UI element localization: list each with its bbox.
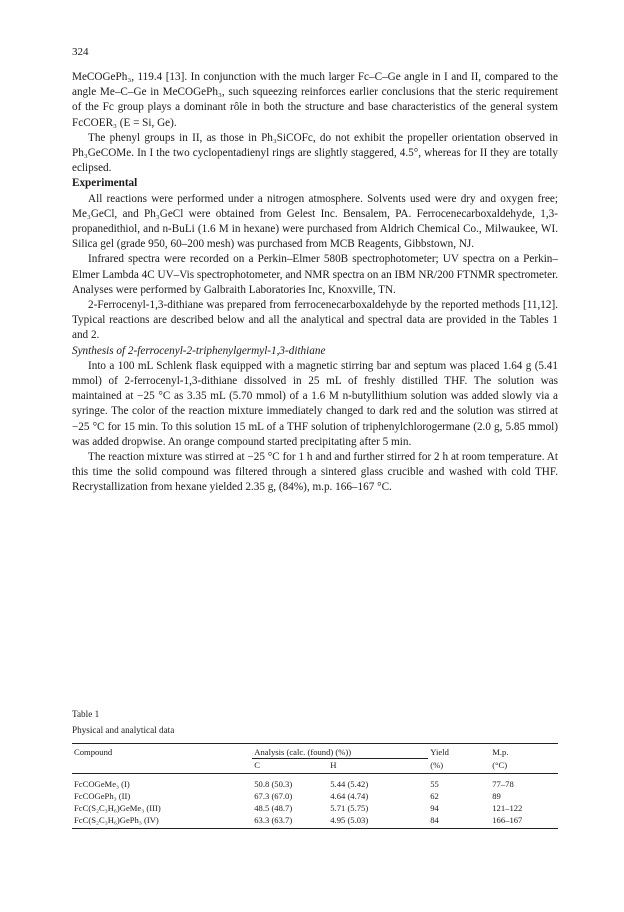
cell-h: 5.71 (5.75) (330, 803, 369, 813)
synthesis-heading: Synthesis of 2-ferrocenyl-2-triphenylgermyl-1,3-dithiane (72, 344, 326, 357)
header-mp-unit: (°C) (490, 759, 558, 774)
header-yield-unit: (%) (428, 759, 490, 774)
cell-compound: FcC(S₂C₃H₆)GePh₃ (IV) (72, 814, 252, 829)
table-header-row (72, 744, 558, 759)
paragraph-4: Infrared spectra were recorded on a Perkin–Elmer 580B spectrophotometer; UV spectra on a Perkin–Elmer Lambda 4C UV–Vis spectrophotometer, and NMR spectra on an IBM NR/200 FTNMR spectrometer. Analyses were performed by Galbraith Laboratories Inc, Knoxville, TN. (72, 253, 558, 296)
cell-c: 50.8 (50.3) (254, 779, 293, 789)
paragraph-2: The phenyl groups in II, as those in Ph₃SiCOFc, do not exhibit the propeller orientation observed in Ph₃GeCOMe. In I the two cyclopentadienyl rings are slightly staggered, 4.5°, whereas for II they are totally eclipsed. (72, 131, 558, 175)
header-mp: M.p. (490, 744, 558, 759)
paragraph-7: The reaction mixture was stirred at −25 °C for 1 h and and further stirred for 2 h at room temperature. At this time the solid compound was filtered through a sintered glass crucible and washed with cold THF. Recrystallization from hexane yielded 2.35 g, (84%), m.p. 166–167 °C. (72, 451, 558, 494)
cell-mp: 77–78 (492, 779, 514, 789)
cell-h: 5.44 (5.42) (330, 779, 369, 789)
table-row (72, 774, 558, 791)
header-compound: Compound (72, 744, 252, 759)
header-yield: Yield (428, 744, 490, 759)
page-number: 324 (72, 46, 89, 58)
cell-yield: 84 (428, 814, 490, 829)
cell-yield: 94 (430, 803, 439, 813)
cell-compound: FcCOGeMe₃ (I) (74, 779, 130, 789)
cell-compound: FcC(S₂C₃H₆)GeMe₃ (III) (74, 803, 161, 813)
cell-mp: 121–122 (492, 803, 523, 813)
cell-yield: 55 (430, 779, 439, 789)
table-caption: Physical and analytical data (72, 725, 175, 735)
header-h: H (328, 759, 428, 774)
paragraph-1: MeCOGePh₃, 119.4 [13]. In conjunction with the much larger Fc–C–Ge angle in I and II, compared to the angle Me–C–Ge in MeCOGePh₃, such squeezing reinforces earlier conclusions that the steric requirement of the Fc group plays a dominant rôle in both the structure and base characteristics of the general system FcCOER₃ (E = Si, Ge). (72, 71, 558, 129)
table-row (72, 814, 558, 829)
cell-mp: 89 (492, 791, 501, 801)
cell-compound: FcCOGePh₃ (II) (74, 791, 131, 801)
header-compound-blank (72, 759, 252, 774)
cell-c: 67.3 (67.0) (254, 791, 293, 801)
table-row (72, 790, 558, 802)
cell-mp: 166–167 (490, 814, 558, 829)
cell-yield: 62 (430, 791, 439, 801)
header-c: C (252, 759, 328, 774)
cell-h: 4.95 (5.03) (328, 814, 428, 829)
paragraph-5: 2-Ferrocenyl-1,3-dithiane was prepared from ferrocenecarboxaldehyde by the reported methods [11,12]. Typical reactions are described below and all the analytical and spectral data are provided in the Tables 1 and 2. (72, 299, 558, 342)
experimental-heading: Experimental (72, 177, 138, 190)
table-label: Table 1 (72, 709, 100, 719)
paragraph-3: All reactions were performed under a nitrogen atmosphere. Solvents used were dry and oxygen free; Me₃GeCl, and Ph₃GeCl were obtained from Gelest Inc. Bensalem, PA. Ferrocenecarboxaldehyde, 1,3-propanedithiol, and n-BuLi (1.6 M in hexane) were purchased from Aldrich Chemical Co., Milwaukee, WI. Silica gel (grade 950, 60–200 mesh) was purchased from MCB Reagents, Gibbstown, NJ. (72, 192, 558, 251)
header-analysis: Analysis (calc. (found) (%)) (252, 744, 428, 759)
cell-c: 48.5 (48.7) (254, 803, 293, 813)
physical-analytical-table (72, 743, 558, 829)
cell-h: 4.64 (4.74) (330, 791, 369, 801)
table-subheader-row (72, 759, 558, 774)
table-1 (72, 707, 558, 829)
cell-c: 63.3 (63.7) (252, 814, 328, 829)
body-text (72, 70, 558, 496)
paragraph-6: Into a 100 mL Schlenk flask equipped with a magnetic stirring bar and septum was placed 1.64 g (5.41 mmol) of 2-ferrocenyl-1,3-dithiane dissolved in 25 mL of freshly distilled THF. The solution was maintained at −25 °C as 3.35 mL (5.70 mmol) of a 1.6 M n-butyllithium solution was added slowly via a syringe. The color of the reaction mixture immediately changed to dark red and the solution was stirred at −25 °C for 15 min. To this solution 15 mL of a THF solution of triphenylchlorogermane (2.0 g, 5.85 mmol) was added dropwise. An orange compound started precipitating after 5 min. (72, 359, 558, 448)
table-row (72, 802, 558, 814)
